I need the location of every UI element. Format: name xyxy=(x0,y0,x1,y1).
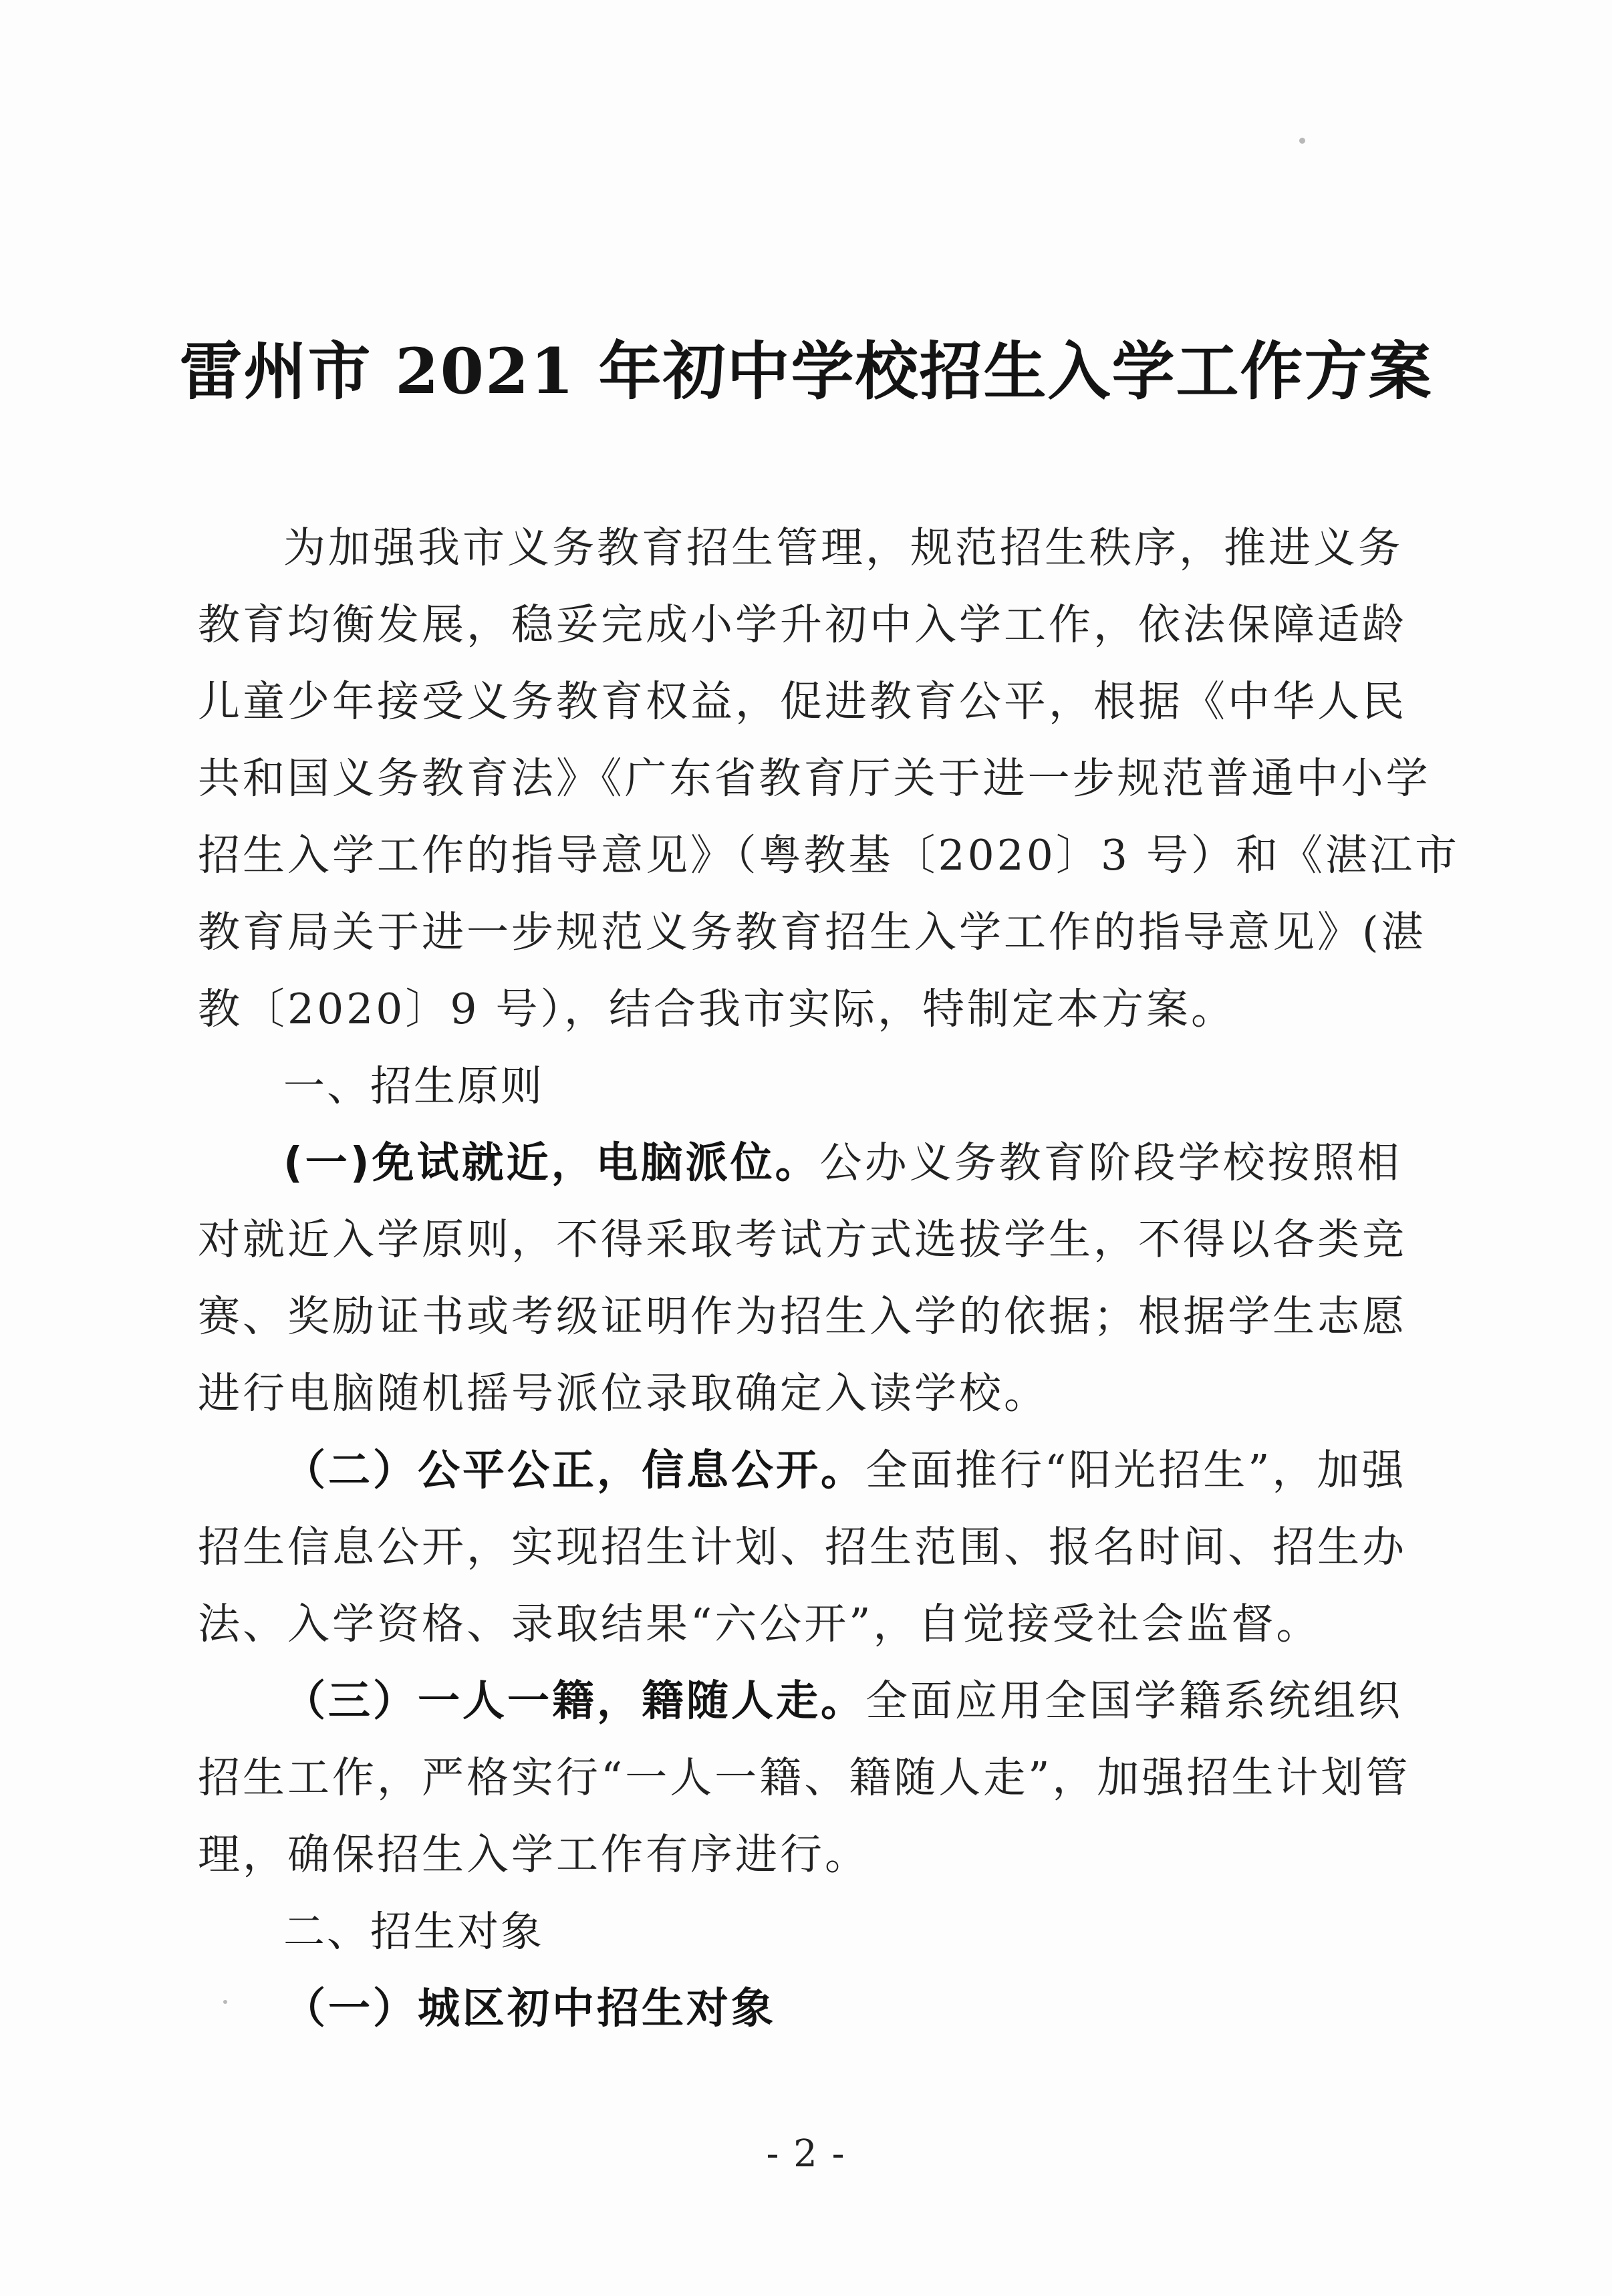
item-title: (一)免试就近，电脑派位。 xyxy=(283,1138,820,1187)
paragraph-line: 赛、奖励证书或考级证明作为招生入学的依据；根据学生志愿 xyxy=(198,1292,1407,1341)
intro-paragraph xyxy=(198,509,1460,1047)
item-title: （二）公平公正，信息公开。 xyxy=(283,1446,865,1495)
principle-item-2 xyxy=(198,1432,1407,1662)
paragraph-line: 教〔2020〕9 号），结合我市实际，特制定本方案。 xyxy=(198,985,1236,1033)
paragraph-line: 儿童少年接受义务教育权益，促进教育公平，根据《中华人民 xyxy=(198,677,1407,726)
paragraph-line xyxy=(198,1662,1401,1739)
paragraph-line: 法、入学资格、录取结果“六公开”，自觉接受社会监督。 xyxy=(198,1600,1321,1648)
principle-item-1 xyxy=(198,1124,1407,1432)
paragraph-line: 招生入学工作的指导意见》（粤教基〔2020〕3 号）和《湛江市 xyxy=(198,831,1460,880)
subsection-heading-urban: （一）城区初中招生对象 xyxy=(283,1984,776,2033)
section-heading-enrollment-targets: 二、招生对象 xyxy=(283,1907,545,1956)
paragraph-line: 对就近入学原则，不得采取考试方式选拔学生，不得以各类竞 xyxy=(198,1215,1407,1264)
paragraph-line: 教育均衡发展，稳妥完成小学升初中入学工作，依法保障适龄 xyxy=(198,600,1407,649)
paragraph-line: 教育局关于进一步规范义务教育招生入学工作的指导意见》(湛 xyxy=(198,908,1426,956)
paragraph-line: 共和国义务教育法》《广东省教育厅关于进一步规范普通中小学 xyxy=(198,754,1431,803)
paragraph-line: 招生信息公开，实现招生计划、招生范围、报名时间、招生办 xyxy=(198,1523,1407,1571)
item-text: 公办义务教育阶段学校按照相 xyxy=(819,1138,1402,1187)
scan-speck xyxy=(1299,138,1305,144)
principle-item-3 xyxy=(198,1662,1411,1893)
paragraph-line: 理，确保招生入学工作有序进行。 xyxy=(198,1830,869,1879)
item-text: 全面应用全国学籍系统组织 xyxy=(865,1676,1403,1725)
document-body xyxy=(198,509,1460,2047)
item-text: 全面推行“阳光招生”，加强 xyxy=(865,1446,1407,1495)
paragraph-line: 为加强我市义务教育招生管理，规范招生秩序，推进义务 xyxy=(283,523,1403,572)
section-heading-principles: 一、招生原则 xyxy=(283,1061,545,1110)
paragraph-line xyxy=(198,1124,1401,1201)
paragraph-line: 招生工作，严格实行“一人一籍、籍随人走”，加强招生计划管 xyxy=(198,1753,1411,1802)
item-title: （三）一人一籍，籍随人走。 xyxy=(283,1676,865,1725)
document-title: 雷州市 2021 年初中学校招生入学工作方案 xyxy=(179,335,1433,408)
paragraph-line: 进行电脑随机摇号派位录取确定入读学校。 xyxy=(198,1369,1049,1418)
page-number: - 2 - xyxy=(766,2132,846,2176)
paragraph-line xyxy=(198,1432,1407,1509)
